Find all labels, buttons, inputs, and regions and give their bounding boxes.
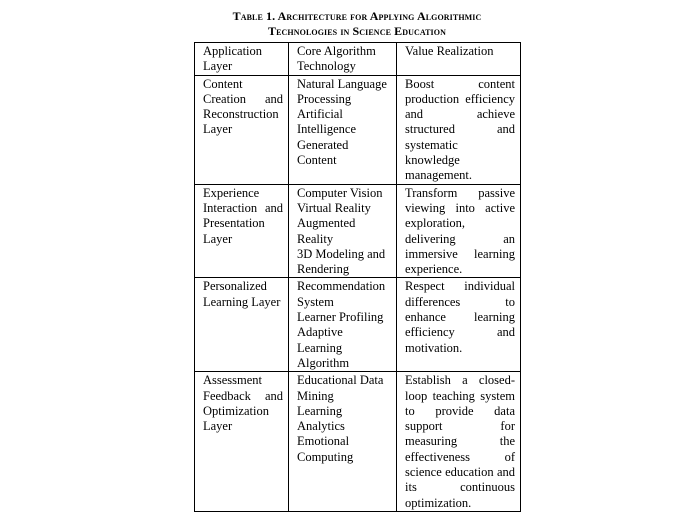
layer-cell: Content Creation and Reconstruction Layer bbox=[195, 75, 289, 184]
technology-item: Emotional Computing bbox=[297, 434, 354, 464]
table-caption-line-1: Table 1. Architecture for Applying Algorithmic bbox=[232, 9, 482, 23]
layer-cell: Personalized Learning Layer bbox=[195, 278, 289, 372]
technology-cell bbox=[289, 184, 397, 278]
architecture-table bbox=[194, 42, 521, 512]
layer-cell: Experience Interaction and Presentation Layer bbox=[195, 184, 289, 278]
technology-cell bbox=[289, 278, 397, 372]
value-cell: Boost content production efficiency and achieve structured and systematic knowledge management. bbox=[397, 75, 521, 184]
header-application-layer: Application Layer bbox=[195, 43, 289, 76]
layer-cell: Assessment Feedback and Optimization Layer bbox=[195, 372, 289, 512]
table-row bbox=[195, 75, 521, 184]
header-value-realization: Value Realization bbox=[397, 43, 521, 76]
technology-item: Learning Analytics bbox=[297, 403, 345, 434]
technology-item: 3D Modeling and Rendering bbox=[297, 246, 386, 277]
table-row bbox=[195, 372, 521, 512]
technology-item: Learner Profiling bbox=[297, 310, 384, 325]
technology-item: Recommendation System bbox=[297, 279, 386, 309]
header-core-algorithm-technology: Core Algorithm Technology bbox=[289, 43, 397, 76]
table-caption-line-2: Technologies in Science Education bbox=[268, 24, 446, 38]
table-header-row bbox=[195, 43, 521, 76]
value-cell: Establish a closed-loop teaching system to provide data support for measuring the effectiveness of science education and its continuous optimization. bbox=[397, 372, 521, 512]
technology-item: Virtual Reality Augmented Reality bbox=[297, 200, 371, 246]
technology-item: Educational Data Mining bbox=[297, 373, 384, 403]
value-cell: Respect individual differences to enhance learning efficiency and motivation. bbox=[397, 278, 521, 372]
technology-cell bbox=[289, 372, 397, 512]
technology-item: Artificial Intelligence Generated Content bbox=[297, 107, 356, 168]
technology-item: Natural Language Processing bbox=[297, 76, 387, 106]
value-cell: Transform passive viewing into active exploration, delivering an immersive learning experience. bbox=[397, 184, 521, 278]
technology-item: Adaptive Learning Algorithm bbox=[297, 325, 350, 370]
table-row bbox=[195, 278, 521, 372]
technology-cell bbox=[289, 75, 397, 184]
technology-item: Computer Vision bbox=[297, 185, 383, 200]
table-caption bbox=[0, 9, 699, 39]
table-row bbox=[195, 184, 521, 278]
